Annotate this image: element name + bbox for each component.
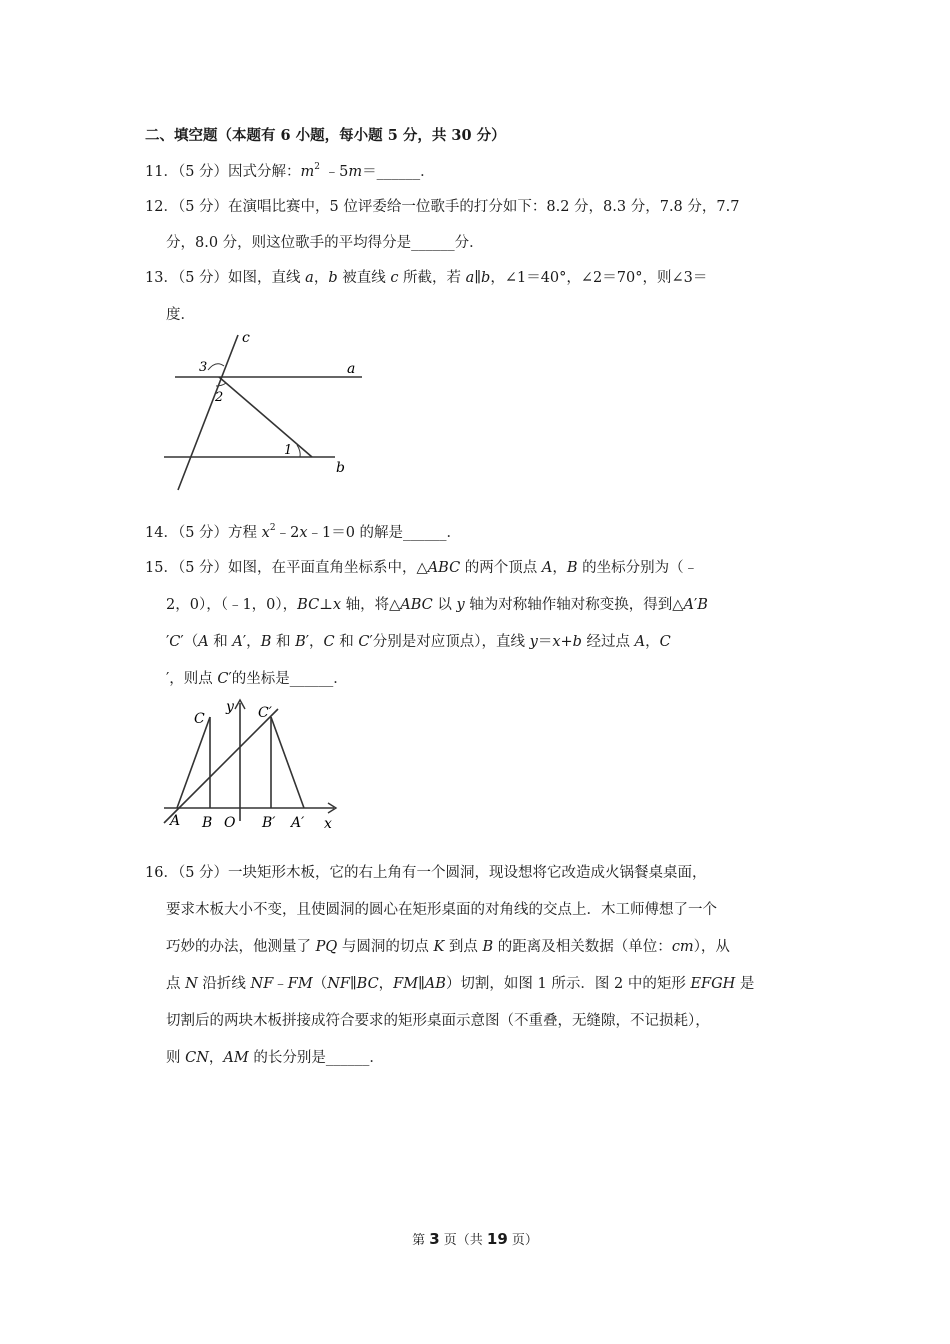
- line-c: [178, 335, 238, 490]
- question-16-line4: 点 N 沿折线 NF﹣FM（NF∥BC，FM∥AB）切割，如图 1 所示．图 2 中的矩形 EFGH 是: [166, 976, 755, 992]
- question-number: 14．: [145, 525, 178, 541]
- page-total: 19: [486, 1230, 508, 1248]
- line-y-eq-x-plus-b: [164, 709, 278, 823]
- question-number: 12．: [145, 199, 178, 215]
- question-15-line3: ′C′（A 和 A′，B 和 B′，C 和 C′分别是对应顶点），直线 y＝x+b 经过点 A，C: [166, 634, 671, 650]
- page-number: 3: [429, 1230, 440, 1248]
- question-score: （5 分）: [177, 270, 229, 286]
- label-a: a: [347, 361, 356, 377]
- question-13: 13．（5 分）如图，直线 a，b 被直线 c 所截，若 a∥b，∠1＝40°，∠2＝70°，则∠3＝: [145, 270, 708, 286]
- question-15-line2: 2，0），（﹣1，0），BC⊥x 轴，将△ABC 以 y 轴为对称轴作轴对称变换，得到△A′B: [166, 597, 708, 613]
- question-12: 12．（5 分）在演唱比赛中，5 位评委给一位歌手的打分如下：8.2 分，8.3 分，7.8 分，7.7: [145, 199, 740, 215]
- label-O: O: [224, 815, 236, 831]
- label-Ap: A′: [291, 815, 305, 831]
- question-16-line5: 切割后的两块木板拼接成符合要求的矩形桌面示意图（不重叠，无缝隙，不记损耗），: [166, 1013, 710, 1029]
- question-score: （5 分）: [177, 199, 229, 215]
- label-B: B: [202, 815, 213, 831]
- figure-parallel-lines: [160, 330, 370, 495]
- label-Bp: B′: [262, 815, 276, 831]
- question-16-line6: 则 CN，AM 的长分别是______．: [166, 1050, 384, 1066]
- question-11: 11．（5 分）因式分解：$m^2$ ﹣5m＝______．: [145, 162, 435, 180]
- question-16-line3: 巧妙的办法，他测量了 PQ 与圆洞的切点 K 到点 B 的距离及相关数据（单位：cm），从: [166, 939, 730, 955]
- question-score: （5 分）: [177, 865, 229, 881]
- label-C: C: [194, 711, 205, 727]
- label-1: 1: [284, 443, 293, 458]
- label-2: 2: [215, 390, 224, 405]
- segment-ApCp: [271, 717, 304, 808]
- question-15: 15．（5 分）如图，在平面直角坐标系中，△ABC 的两个顶点 A，B 的坐标分别为（﹣: [145, 560, 699, 576]
- question-score: （5 分）: [177, 525, 229, 541]
- label-x: x: [324, 816, 332, 832]
- figure-coordinate-plane: [158, 695, 348, 835]
- label-3: 3: [199, 360, 208, 375]
- question-15-line4: ′，则点 C′的坐标是______．: [166, 671, 348, 687]
- question-number: 16．: [145, 865, 178, 881]
- question-16-line2: 要求木板大小不变，且使圆洞的圆心在矩形桌面的对角线的交点上．木工师傅想了一个: [166, 902, 717, 918]
- section-title: 二、填空题（本题有 6 小题，每小题 5 分，共 30 分）: [145, 127, 506, 144]
- question-number: 15．: [145, 560, 178, 576]
- label-Cp: C′: [258, 705, 272, 721]
- angle-2-arc: [216, 383, 226, 386]
- question-12-cont: 分，8.0 分，则这位歌手的平均得分是______分．: [166, 235, 484, 251]
- label-b: b: [336, 460, 345, 476]
- question-score: （5 分）: [177, 164, 229, 180]
- question-14: 14．（5 分）方程 $x^2﹣2x﹣1=0$ 的解是______．: [145, 523, 462, 541]
- question-13-cont: 度．: [166, 307, 195, 323]
- transversal-segment: [219, 377, 312, 457]
- question-number: 13．: [145, 270, 178, 286]
- label-c: c: [242, 330, 250, 346]
- angle-3-arc: [208, 364, 224, 370]
- label-y: y: [226, 699, 234, 715]
- question-score: （5 分）: [177, 560, 229, 576]
- question-number: 11．: [145, 164, 178, 180]
- page-footer: 第 3 页（共 19 页）: [412, 1230, 538, 1248]
- answer-blank: ______．: [376, 164, 435, 180]
- label-A: A: [170, 813, 181, 829]
- question-16: 16．（5 分）一块矩形木板，它的右上角有一个圆洞，现设想将它改造成火锅餐桌桌面，: [145, 865, 707, 881]
